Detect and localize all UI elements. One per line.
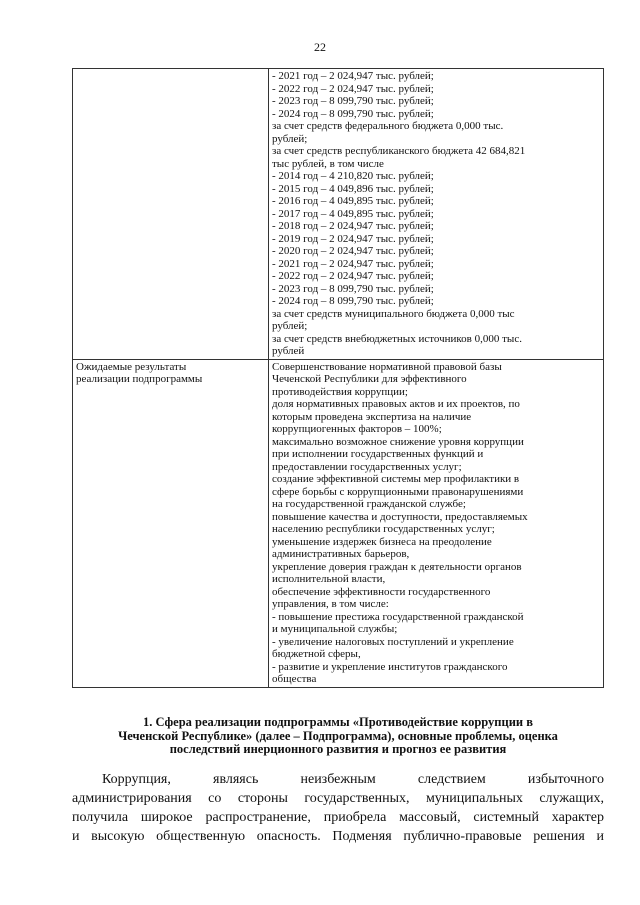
text-line: доля нормативных правовых актов и их проектов, по [272,398,520,410]
text-line: получила широкое распространение, приобрела массовый, системный характер [72,810,604,825]
section-heading [72,716,604,757]
page-number: 22 [314,40,326,54]
text-line: противодействия коррупции; [272,385,408,398]
text-line: - 2017 год – 4 049,895 тыс. рублей; [272,207,434,220]
text-line: рублей; [272,320,308,332]
text-line: максимально возможное снижение уровня коррупции [272,435,524,448]
text-line: Ожидаемые результаты [76,360,187,373]
text-line: предоставлении государственных услуг; [272,460,462,473]
text-line: за счет средств внебюджетных источников 0,000 тыс. [272,332,522,345]
text-line: за счет средств республиканского бюджета 42 684,821 [272,145,526,157]
body-paragraph [72,770,604,846]
text-line: - 2015 год – 4 049,896 тыс. рублей; [272,182,434,195]
text-line: Коррупция, являясь неизбежным следствием избыточного [102,772,604,787]
text-line: рублей [272,345,305,357]
text-line: - 2024 год – 8 099,790 тыс. рублей; [272,107,434,120]
text-line: - 2014 год – 4 210,820 тыс. рублей; [272,170,434,182]
text-line: сфере борьбы с коррупционными правонарушениями [272,485,524,498]
text-line: уменьшение издержек бизнеса на преодоление [272,535,492,548]
text-line: - развитие и укрепление институтов гражданского [272,660,508,673]
text-line: Чеченской Республике» (далее – Подпрограмма), основные проблемы, оценка [118,729,558,743]
text-line: - увеличение налоговых поступлений и укрепление [272,635,514,648]
text-line: на государственной гражданской службе; [272,498,466,510]
text-line: - 2023 год – 8 099,790 тыс. рублей; [272,282,434,295]
text-line: - 2020 год – 2 024,947 тыс. рублей; [272,245,434,257]
text-line: - 2019 год – 2 024,947 тыс. рублей; [272,232,434,245]
table-row [73,69,604,360]
results-label-cell [73,359,269,687]
text-line: - повышение престижа государственной гражданской [272,610,524,623]
text-line: при исполнении государственных функций и [272,448,484,460]
text-line: администрирования со стороны государственных, муниципальных служащих, [72,791,604,806]
text-line: - 2024 год – 8 099,790 тыс. рублей; [272,295,434,307]
text-line: - 2022 год – 2 024,947 тыс. рублей; [272,82,434,95]
funding-label-cell [73,69,269,360]
text-line: - 2021 год – 2 024,947 тыс. рублей; [272,70,434,82]
funding-value-cell [269,69,604,360]
text-line: за счет средств муниципального бюджета 0,000 тыс [272,307,515,320]
text-line: за счет средств федерального бюджета 0,000 тыс. [272,120,504,132]
text-line: бюджетной сферы, [272,648,361,660]
program-passport-table [72,68,604,688]
text-line: рублей; [272,132,308,145]
text-line: Чеченской Республики для эффективного [272,373,467,385]
text-line: которым проведена экспертиза на наличие [272,410,472,423]
text-line: - 2021 год – 2 024,947 тыс. рублей; [272,257,434,270]
text-line: коррупциогенных факторов – 100%; [272,423,442,435]
text-line: 1. Сфера реализации подпрограммы «Противодействие коррупции в [143,716,533,729]
text-line: реализации подпрограммы [76,373,203,385]
table-row [73,359,604,687]
text-line: - 2016 год – 4 049,895 тыс. рублей; [272,195,434,207]
text-line: управления, в том числе: [272,598,389,610]
text-line: повышение качества и доступности, предоставляемых [272,510,528,523]
text-line: - 2018 год – 2 024,947 тыс. рублей; [272,220,434,232]
text-line: последствий инерционного развития и прогноз ее развития [169,743,507,756]
results-value-cell [269,359,604,687]
text-line: административных барьеров, [272,548,410,560]
text-line: исполнительной власти, [272,573,386,585]
text-line: укрепление доверия граждан к деятельности органов [272,560,522,573]
text-line: - 2023 год – 8 099,790 тыс. рублей; [272,95,434,107]
text-line: общества [272,673,317,685]
text-line: и муниципальной службы; [272,623,398,635]
text-line: тыс рублей, в том числе [272,157,384,170]
text-line: Совершенствование нормативной правовой базы [272,360,502,373]
text-line: населению республики государственных услуг; [272,523,495,535]
text-line: - 2022 год – 2 024,947 тыс. рублей; [272,270,434,282]
text-line: обеспечение эффективности государственного [272,585,491,598]
text-line: и высокую общественную опасность. Подменяя публично-правовые решения и [72,829,604,844]
text-line: создание эффективной системы мер профилактики в [272,473,520,485]
